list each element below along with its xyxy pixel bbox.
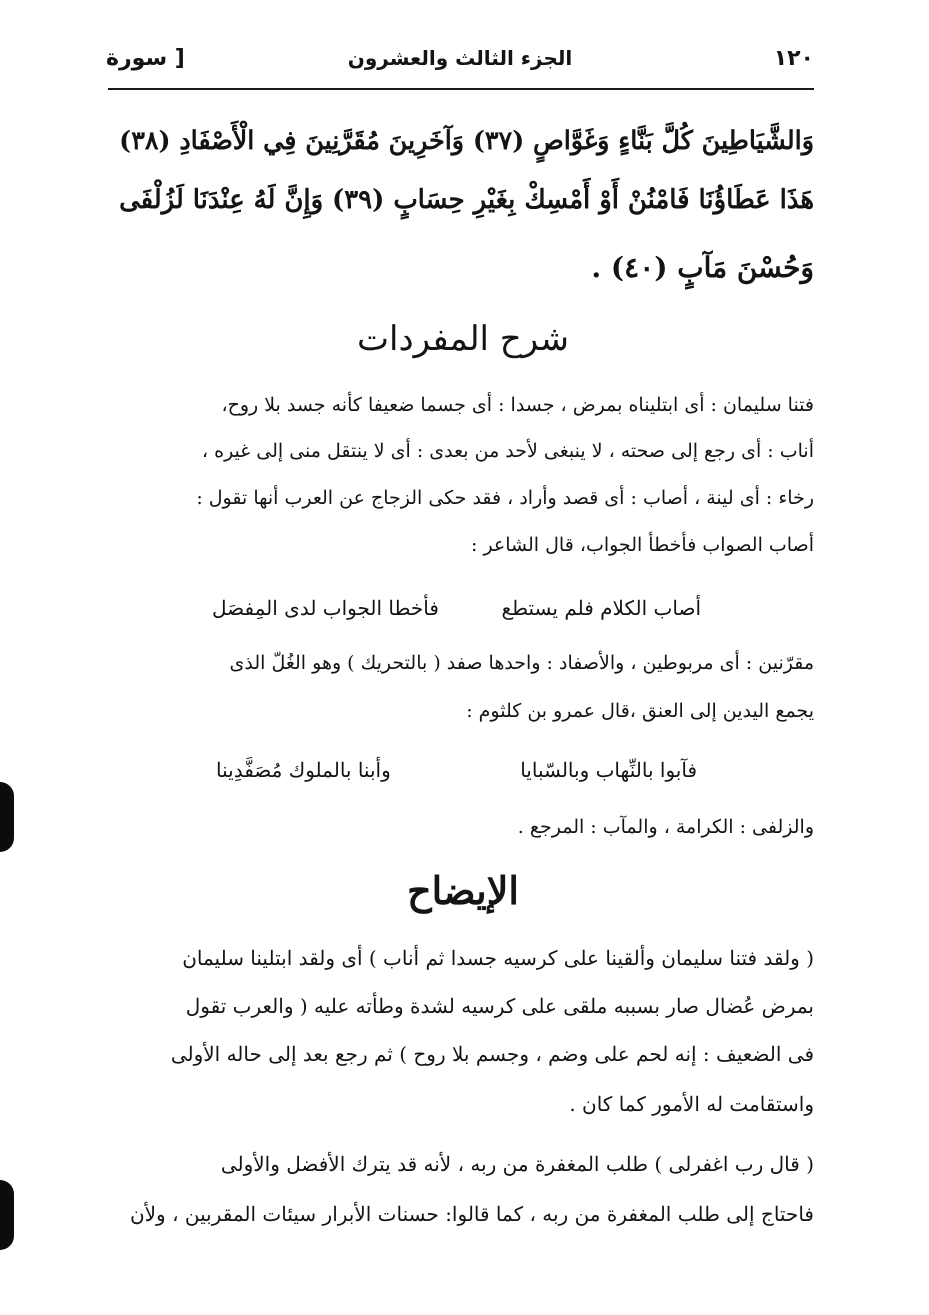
scan-artifact [0,1180,14,1250]
explain-line: بمرض عُضال صار بسببه ملقى على كرسيه لشدة وطأته عليه ( والعرب تقول [185,994,814,1018]
verse-line: وَحُسْنَ مَآبٍ (٤٠) . [591,251,814,284]
poem-hemistich: فأخطا الجواب لدى المِفصَل [212,596,439,620]
explain-paragraph [112,1150,814,1250]
explain-line: فى الضعيف : إنه لحم على وضم ، وجسم بلا روح ) ثم رجع بعد إلى حاله الأولى [170,1042,814,1066]
running-title: الجزء الثالث والعشرون [347,46,573,70]
vocab-line: رخاء : أى لينة ، أصاب : أى قصد وأراد ، فقد حكى الزجاج عن العرب أنها تقول : [196,487,814,509]
vocab-line: مقرّنين : أى مربوطين ، والأصفاد : واحدها صفد ( بالتحريك ) وهو الغُلّ الذى [229,652,814,674]
poem-hemistich: وأبنا بالملوك مُصَفَّدِينا [216,758,391,782]
vocab-line: أناب : أى رجع إلى صحته ، لا ينبغى لأحد من بعدى : أى لا ينتقل منى إلى غيره ، [201,440,814,462]
verse-block [112,118,814,288]
verse-line: هَذَا عَطَاؤُنَا فَامْنُنْ أَوْ أَمْسِكْ بِغَيْرِ حِسَابٍ (٣٩) وَإِنَّ لَهُ عِنْدَنَا لَزُلْفَى [119,185,814,215]
vocab-line: أصاب الصواب فأخطأ الجواب، قال الشاعر : [471,534,814,556]
poem-hemistich: أصاب الكلام فلم يستطع [501,596,701,620]
explain-line: ( ولقد فتنا سليمان وألقينا على كرسيه جسدا ثم أناب ) أى ولقد ابتلينا سليمان [182,946,814,970]
vocab-line: فتنا سليمان : أى ابتليناه بمرض ، جسدا : أى جسما ضعيفا كأنه جسد بلا روح، [221,394,814,416]
vocab-line: يجمع اليدين إلى العنق ،قال عمرو بن كلثوم : [466,700,814,722]
surah-label: [ سورة [106,46,185,71]
header-rule [108,88,814,90]
page-number: ١٢٠ [773,46,814,71]
scan-artifact [0,782,14,852]
vocab-heading: شرح المفردات [356,319,570,359]
vocab-block [112,392,814,572]
explain-line: فاحتاج إلى طلب المغفرة من ربه ، كما قالوا: حسنات الأبرار سيئات المقربين ، ولأن [129,1202,814,1226]
vocab-block [112,814,814,844]
explain-heading: الإيضاح [407,868,519,913]
explain-paragraph [112,944,814,1124]
explain-line: ( قال رب اغفرلى ) طلب المغفرة من ربه ، لأنه قد يترك الأفضل والأولى [220,1152,814,1176]
vocab-block [112,650,814,740]
verse-line: وَالشَّيَاطِينَ كُلَّ بَنَّاءٍ وَغَوَّاصٍ (٣٧) وَآخَرِينَ مُقَرَّنِينَ فِي الْأَصْفَادِ (٣٨) [119,125,814,155]
page-header [106,40,814,84]
vocab-line: والزلفى : الكرامة ، والمآب : المرجع . [517,816,814,838]
explain-line: واستقامت له الأمور كما كان . [569,1092,814,1116]
poem-hemistich: فآبوا بالنِّهاب وبالسّبايا [520,758,697,782]
